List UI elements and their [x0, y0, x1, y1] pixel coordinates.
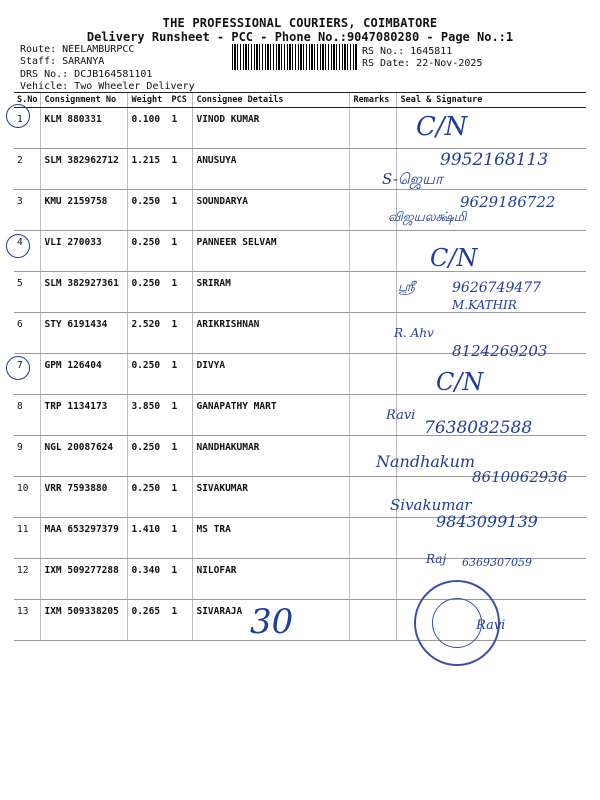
row-remarks	[350, 231, 397, 272]
row-weight: 0.100	[128, 108, 169, 149]
row-consignment: IXM 509277288	[41, 559, 128, 600]
table-row	[14, 231, 586, 272]
handwritten-signature: Sivakumar	[390, 496, 472, 514]
row-consignment: STY 6191434	[41, 313, 128, 354]
row-sno: 10	[14, 477, 41, 518]
barcode	[232, 44, 358, 70]
mark-circle	[6, 234, 30, 258]
handwritten-signature: Ravi	[476, 618, 506, 633]
handwritten-signature: Ravi	[386, 408, 416, 423]
row-consignee: SRIRAM	[193, 272, 350, 313]
row-pcs: 1	[168, 559, 193, 600]
row-sno: 3	[14, 190, 41, 231]
handwritten-cn: C/N	[430, 244, 478, 272]
row-weight: 0.250	[128, 272, 169, 313]
col-pcs: PCS	[168, 93, 193, 108]
row-pcs: 1	[168, 477, 193, 518]
mark-circle	[6, 356, 30, 380]
row-consignee: SIVAKUMAR	[193, 477, 350, 518]
row-consignee: SIVARAJA	[193, 600, 350, 641]
row-weight: 1.215	[128, 149, 169, 190]
row-sno: 2	[14, 149, 41, 190]
row-consignee: PANNEER SELVAM	[193, 231, 350, 272]
row-sno: 9	[14, 436, 41, 477]
row-pcs: 1	[168, 436, 193, 477]
row-sno: 6	[14, 313, 41, 354]
row-sno: 7	[14, 354, 41, 395]
handwritten-phone: 9843099139	[436, 512, 538, 531]
row-consignee: NANDHAKUMAR	[193, 436, 350, 477]
row-remarks	[350, 313, 397, 354]
drs-label: DRS No.: DCJB164581101	[20, 69, 153, 80]
rs-number: RS No.: 1645811	[362, 46, 453, 57]
row-pcs: 1	[168, 600, 193, 641]
row-consignment: KMU 2159758	[41, 190, 128, 231]
row-pcs: 1	[168, 272, 193, 313]
row-pcs: 1	[168, 190, 193, 231]
row-weight: 0.265	[128, 600, 169, 641]
handwritten-cn: C/N	[436, 368, 484, 396]
row-consignee: DIVYA	[193, 354, 350, 395]
row-consignment: KLM 880331	[41, 108, 128, 149]
row-pcs: 1	[168, 395, 193, 436]
row-consignment: NGL 20087624	[41, 436, 128, 477]
company-title: THE PROFESSIONAL COURIERS, COIMBATORE	[162, 16, 438, 30]
row-pcs: 1	[168, 313, 193, 354]
mark-circle	[6, 104, 30, 128]
row-sno: 11	[14, 518, 41, 559]
route-label: Route: NEELAMBURPCC	[20, 44, 135, 55]
row-consignee: ANUSUYA	[193, 149, 350, 190]
staff-label: Staff: SARANYA	[20, 56, 105, 67]
handwritten-phone: 7638082588	[424, 418, 533, 438]
vehicle-label: Vehicle: Two Wheeler Delivery	[20, 81, 195, 92]
handwritten-signature: ஸ்ரீ	[398, 280, 415, 295]
row-pcs: 1	[168, 231, 193, 272]
row-consignment: VRR 7593880	[41, 477, 128, 518]
row-remarks	[350, 354, 397, 395]
row-weight: 0.250	[128, 477, 169, 518]
row-weight: 0.250	[128, 231, 169, 272]
row-seal	[397, 231, 586, 272]
row-weight: 0.250	[128, 190, 169, 231]
row-remarks	[350, 559, 397, 600]
row-consignee: ARIKRISHNAN	[193, 313, 350, 354]
row-consignment: TRP 1134173	[41, 395, 128, 436]
handwritten-name: M.KATHIR	[452, 298, 517, 312]
col-weight: Weight	[128, 93, 169, 108]
row-weight: 0.250	[128, 354, 169, 395]
row-remarks	[350, 600, 397, 641]
row-consignee: SOUNDARYA	[193, 190, 350, 231]
row-weight: 3.850	[128, 395, 169, 436]
handwritten-count: 30	[250, 602, 294, 642]
row-pcs: 1	[168, 354, 193, 395]
handwritten-phone: 8124269203	[452, 342, 548, 360]
table-header	[14, 93, 586, 108]
handwritten-phone: 9626749477	[452, 280, 542, 296]
row-sno: 4	[14, 231, 41, 272]
handwritten-phone: 8610062936	[472, 468, 568, 486]
row-weight: 0.250	[128, 436, 169, 477]
row-consignee: GANAPATHY MART	[193, 395, 350, 436]
col-remarks: Remarks	[350, 93, 397, 108]
row-sno: 8	[14, 395, 41, 436]
row-sno: 1	[14, 108, 41, 149]
row-remarks	[350, 108, 397, 149]
row-consignment: SLM 382962712	[41, 149, 128, 190]
handwritten-signature: Nandhakum	[376, 452, 476, 471]
row-sno: 12	[14, 559, 41, 600]
row-weight: 0.340	[128, 559, 169, 600]
handwritten-phone: 6369307059	[462, 556, 532, 569]
row-pcs: 1	[168, 518, 193, 559]
row-consignment: VLI 270033	[41, 231, 128, 272]
table-row	[14, 108, 586, 149]
row-consignment: MAA 653297379	[41, 518, 128, 559]
row-consignee: MS TRA	[193, 518, 350, 559]
row-sno: 13	[14, 600, 41, 641]
handwritten-phone: 9629186722	[460, 193, 556, 211]
handwritten-signature: R. Ahv	[394, 326, 434, 340]
row-sno: 5	[14, 272, 41, 313]
handwritten-signature: Raj	[426, 552, 447, 566]
handwritten-signature: விஜயலக்ஷ்மி	[388, 210, 467, 225]
handwritten-cn: C/N	[416, 112, 468, 142]
row-consignee: VINOD KUMAR	[193, 108, 350, 149]
row-weight: 1.410	[128, 518, 169, 559]
col-sno: S.No	[14, 93, 41, 108]
row-pcs: 1	[168, 149, 193, 190]
row-pcs: 1	[168, 108, 193, 149]
row-consignment: SLM 382927361	[41, 272, 128, 313]
row-consignment: GPM 126404	[41, 354, 128, 395]
col-consignee: Consignee Details	[193, 93, 350, 108]
row-weight: 2.520	[128, 313, 169, 354]
row-consignment: IXM 509338205	[41, 600, 128, 641]
col-consignment: Consignment No	[41, 93, 128, 108]
row-consignee: NILOFAR	[193, 559, 350, 600]
row-remarks	[350, 272, 397, 313]
handwritten-phone: 9952168113	[440, 150, 549, 170]
row-remarks	[350, 518, 397, 559]
rs-date: RS Date: 22-Nov-2025	[362, 58, 483, 69]
runsheet-subtitle: Delivery Runsheet - PCC - Phone No.:9047080280 - Page No.:1	[86, 30, 514, 44]
handwritten-signature: S-ஜெயா	[382, 170, 443, 188]
col-seal: Seal & Signature	[397, 93, 586, 108]
